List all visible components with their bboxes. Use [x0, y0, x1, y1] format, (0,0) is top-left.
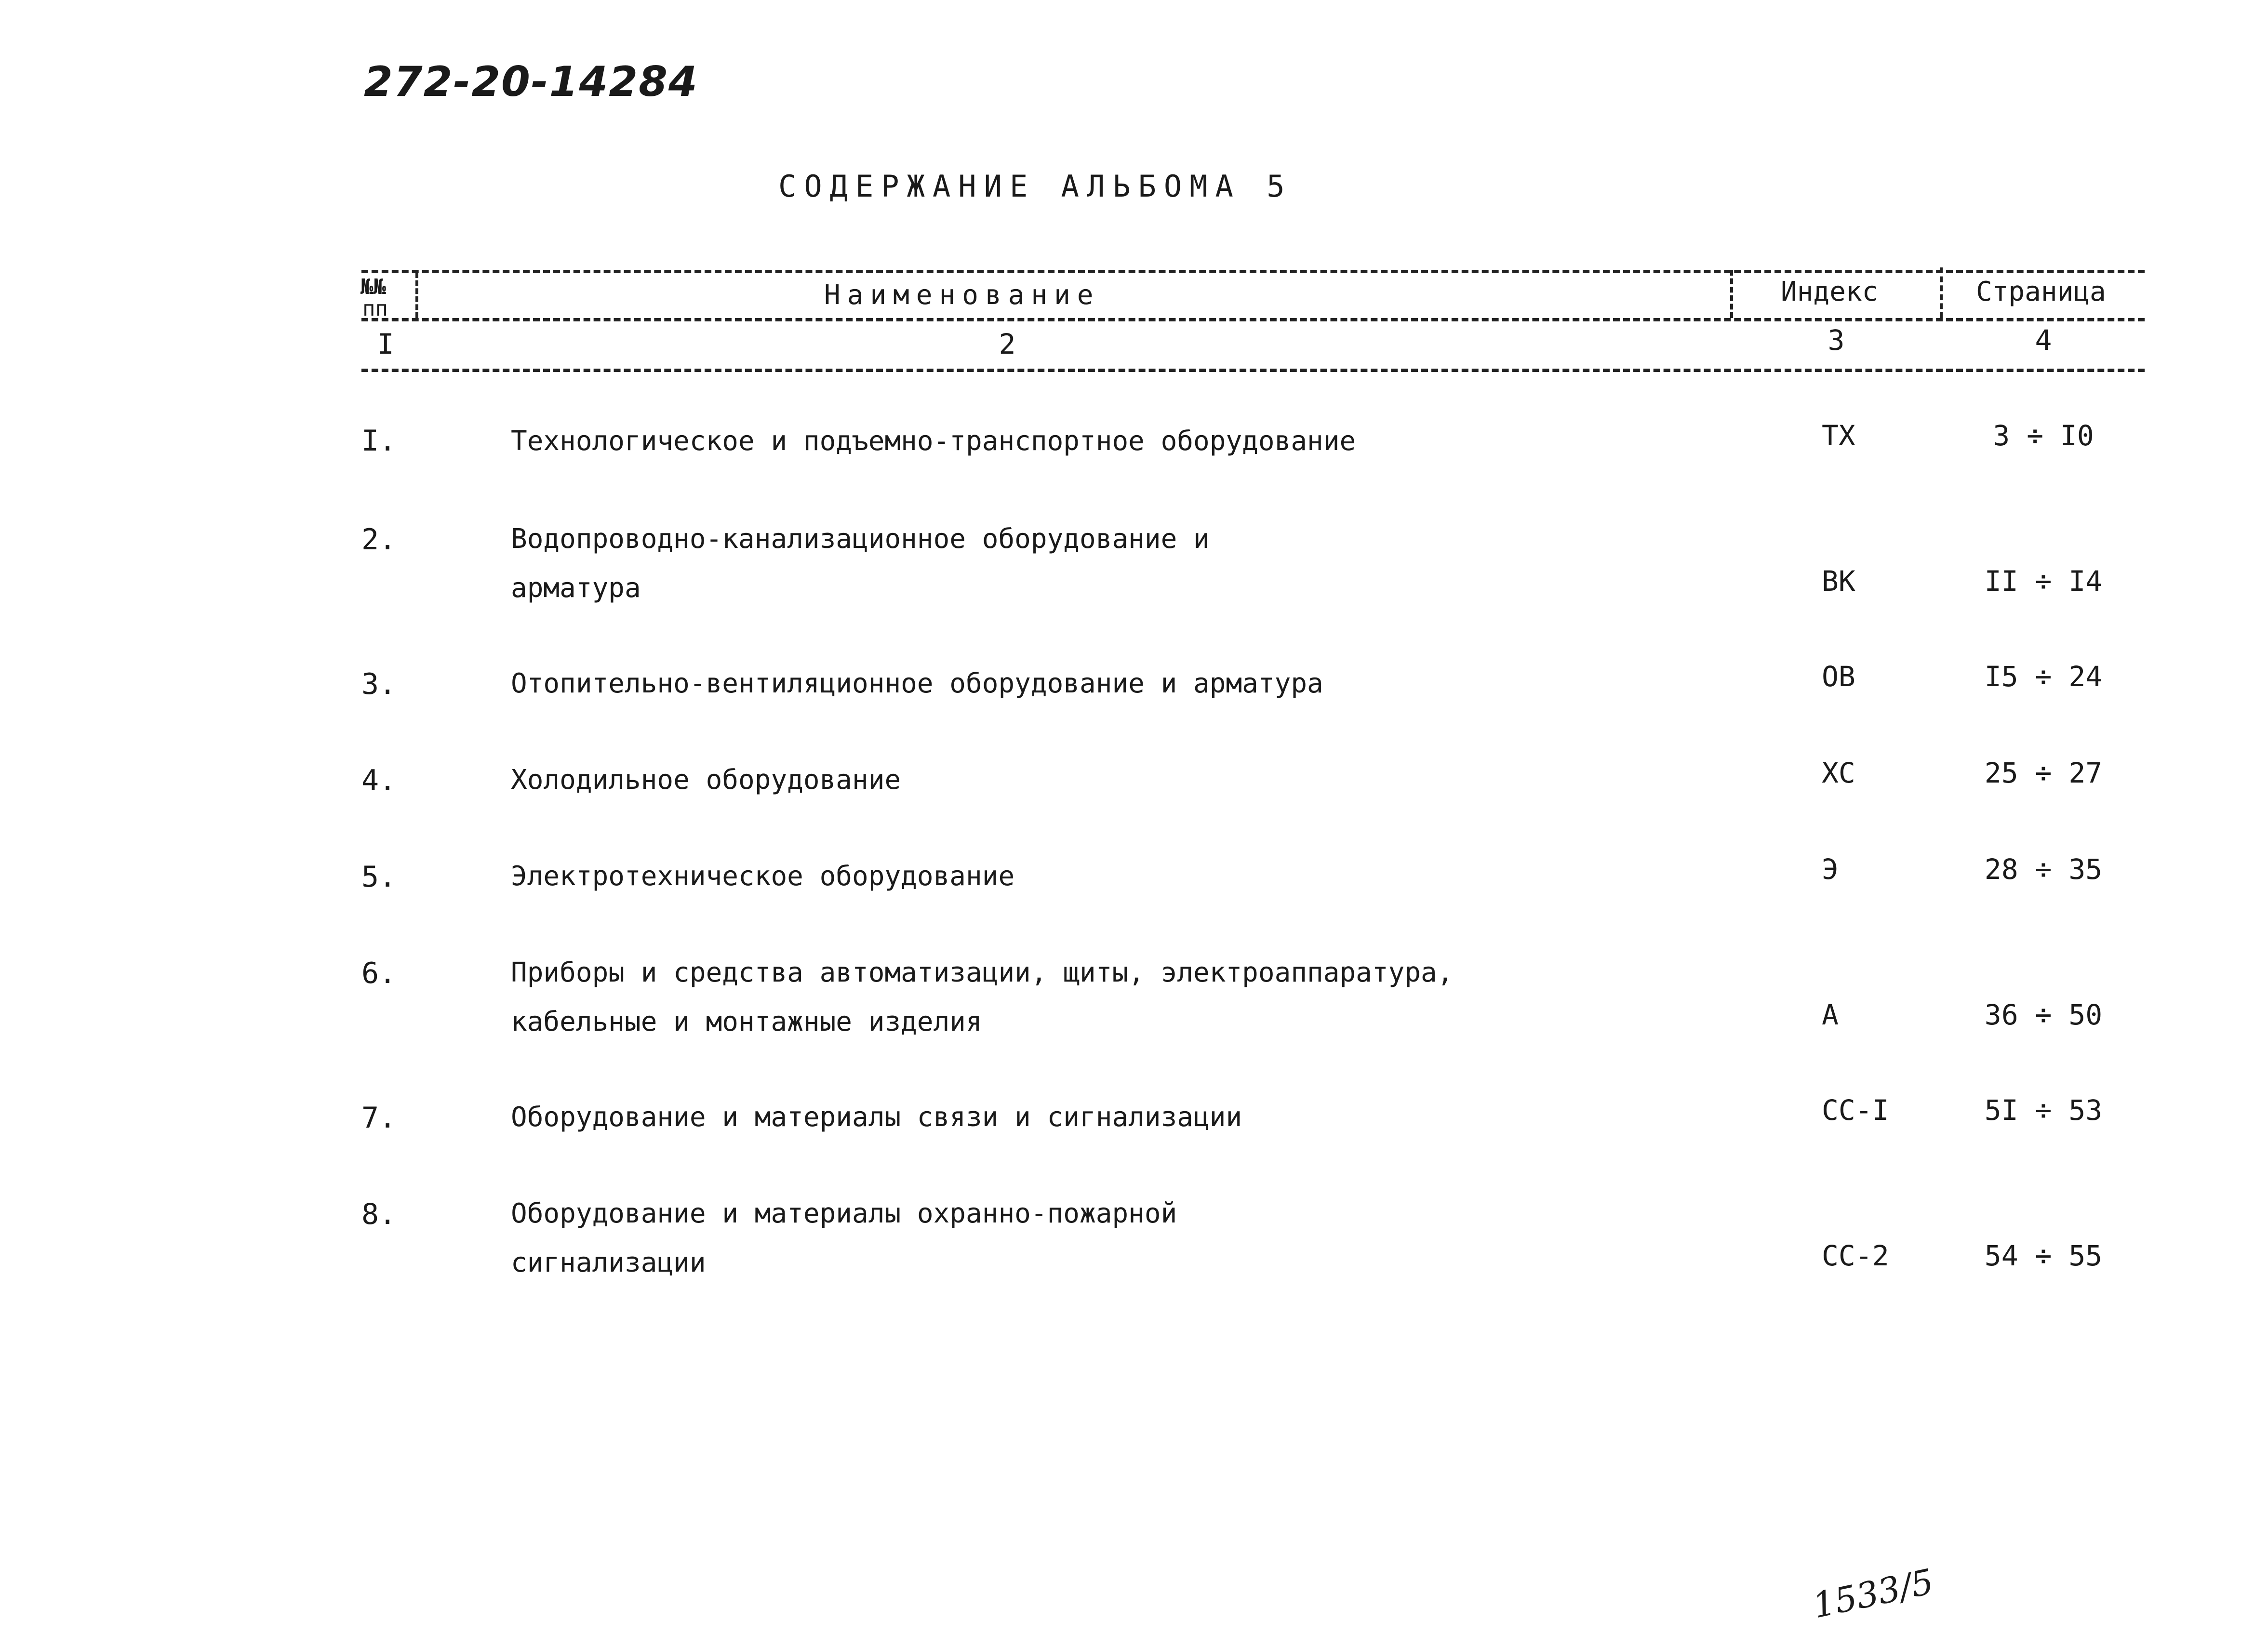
row-name: Оборудование и материалы связи и сигнализации [511, 1102, 1242, 1133]
column-number-4: 4 [2035, 324, 2052, 357]
row-index: ОВ [1822, 660, 1855, 693]
row-pages: 5I ÷ 53 [1984, 1094, 2103, 1127]
row-name: Отопительно-вентиляционное оборудование и арматура [511, 668, 1323, 699]
row-index: ТХ [1822, 419, 1855, 452]
table-rule-header [361, 318, 2145, 321]
row-number: 7. [361, 1101, 397, 1135]
header-index: Индекс [1781, 276, 1879, 307]
column-divider-index [1730, 270, 1733, 318]
column-number-3: 3 [1828, 324, 1845, 357]
row-index: Э [1822, 853, 1839, 886]
row-number: I. [361, 424, 397, 458]
row-number: 5. [361, 860, 397, 894]
row-pages: I5 ÷ 24 [1984, 660, 2103, 693]
row-index: СС-I [1822, 1094, 1889, 1127]
row-pages: II ÷ I4 [1984, 565, 2103, 598]
row-name-continued: кабельные и монтажные изделия [511, 1006, 982, 1037]
header-name: Наименование [824, 279, 1100, 311]
row-number: 3. [361, 667, 397, 701]
column-divider-page [1940, 267, 1943, 318]
document-title: СОДЕРЖАНИЕ АЛЬБОМА 5 [778, 169, 1293, 204]
row-pages: 54 ÷ 55 [1984, 1239, 2103, 1272]
row-pages: 25 ÷ 27 [1984, 757, 2103, 789]
row-name: Холодильное оборудование [511, 764, 901, 796]
row-number: 4. [361, 764, 397, 797]
row-number: 2. [361, 523, 397, 557]
row-index: СС-2 [1822, 1239, 1889, 1272]
row-name: Технологическое и подъемно-транспортное оборудование [511, 425, 1356, 457]
header-no-line1: №№ [360, 275, 386, 299]
row-name-continued: сигнализации [511, 1247, 706, 1278]
header-no-line2: пп [362, 296, 388, 321]
header-page: Страница [1976, 276, 2106, 307]
column-number-2: 2 [999, 328, 1016, 360]
row-index: А [1822, 998, 1839, 1031]
row-index: ВК [1822, 565, 1855, 598]
row-pages: 36 ÷ 50 [1984, 998, 2103, 1031]
row-name: Электротехническое оборудование [511, 861, 1015, 892]
row-name: Водопроводно-канализационное оборудование и [511, 523, 1210, 555]
table-rule-bottom [361, 369, 2145, 372]
row-pages: 28 ÷ 35 [1984, 853, 2103, 886]
table-rule-top [361, 270, 2145, 273]
row-pages: 3 ÷ I0 [1993, 419, 2094, 452]
row-number: 6. [361, 956, 397, 990]
column-number-1: I [377, 328, 394, 360]
handwritten-note: 1533/5 [1809, 1561, 1937, 1626]
row-name: Оборудование и материалы охранно-пожарной [511, 1198, 1177, 1229]
row-index: ХС [1822, 757, 1855, 789]
row-name: Приборы и средства автоматизации, щиты, электроаппаратура, [511, 957, 1454, 988]
row-name-continued: арматура [511, 572, 641, 604]
document-code: 272-20-14284 [364, 58, 698, 106]
column-divider-no [415, 272, 418, 318]
row-number: 8. [361, 1197, 397, 1231]
